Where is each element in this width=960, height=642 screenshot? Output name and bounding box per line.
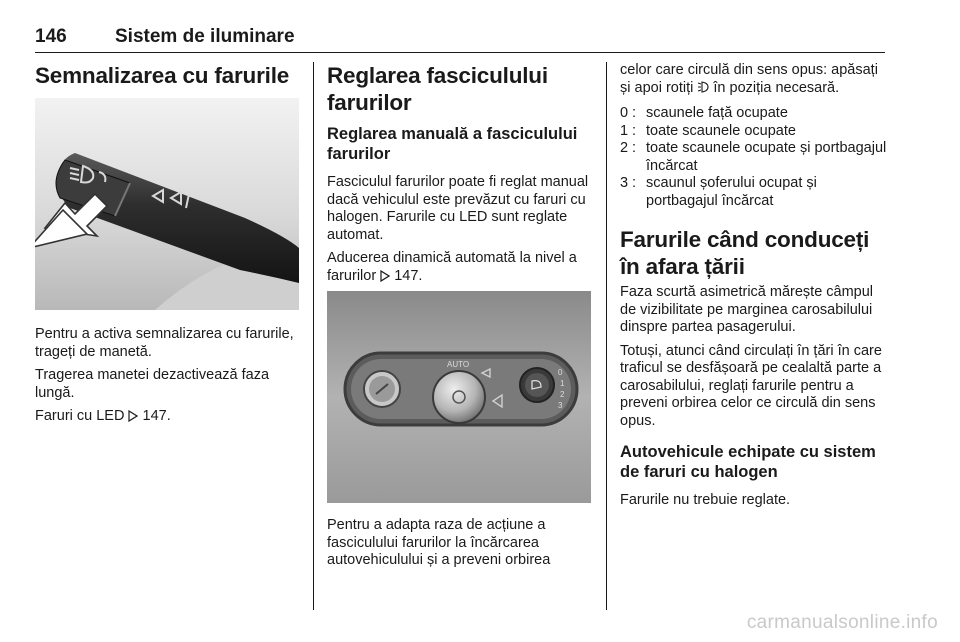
section-title-flash: Semnalizarea cu farurile [35, 63, 290, 88]
page-reference-icon [380, 270, 390, 282]
list-item: 1 : toate scaunele ocupate [620, 122, 796, 139]
column-divider-1 [313, 62, 314, 610]
headlight-range-icon [697, 80, 709, 94]
reference-page: 147. [394, 267, 423, 284]
svg-text:1: 1 [560, 379, 565, 388]
paragraph: Faza scurtă asimetrică mărește câmpul de vizibilitate pe marginea carosabilului dinspre partea pasagerului. [620, 284, 874, 335]
paragraph: Fasciculul farurilor poate fi reglat manual dacă vehiculul este prevăzut cu faruri cu halogen. Farurile cu LED sunt reglate automat. [327, 174, 589, 243]
paragraph: Farurile nu trebuie reglate. [620, 492, 791, 508]
page-reference-icon [128, 410, 138, 422]
cross-reference [35, 408, 300, 426]
column-1 [35, 62, 300, 426]
light-switch-panel [327, 291, 591, 503]
paragraph [620, 62, 888, 97]
paragraph: Pentru a activa semnalizarea cu farurile, trageți de manetă. [35, 326, 294, 360]
reference-text: Aducerea dinamică automată la nivel a farurilor [327, 250, 577, 284]
subsection-title: Autovehicule echipate cu sistem de faruri cu halogen [620, 443, 876, 481]
page-header [35, 22, 885, 53]
cross-reference [327, 250, 593, 285]
section-title-beam-adjust: Reglarea fasciculului farurilor [327, 63, 548, 115]
svg-text:2: 2 [560, 390, 565, 399]
auto-label: AUTO [447, 360, 470, 369]
paragraph: Totuși, atunci când circulați în țări în care traficul se desfășoară pe cealaltă parte a carosabilului, reglați farurile pentru a preveni orbirea celor ce circulă din sens opus. [620, 342, 882, 429]
reference-text: Faruri cu LED [35, 408, 125, 424]
svg-text:0: 0 [558, 368, 563, 377]
paragraph-part: celor care circulă din sens opus: apăsați și apoi rotiți [620, 62, 878, 96]
reference-page: 147. [142, 408, 171, 424]
section-title-abroad: Farurile când conduceți în afara țării [620, 227, 870, 279]
load-level-list [620, 105, 888, 210]
paragraph: Tragerea manetei dezactivează faza lungă. [35, 367, 270, 401]
figure-light-switch-panel [327, 291, 591, 503]
list-item: 3 : scaunul șoferului ocupat și portbagajul încărcat [620, 175, 817, 209]
figure-lever [35, 98, 299, 310]
chapter-title: Sistem de iluminare [115, 26, 295, 47]
subsection-title: Reglarea manuală a fasciculului farurilor [327, 125, 578, 163]
lever-illustration [35, 98, 299, 310]
svg-text:3: 3 [558, 401, 563, 410]
watermark: carmanualsonline.info [746, 612, 938, 633]
paragraph-part: în poziția necesară. [713, 79, 840, 96]
column-2 [327, 62, 593, 570]
column-divider-2 [606, 62, 607, 610]
paragraph: Pentru a adapta raza de acțiune a fasciculului farurilor la încărcarea autovehiculului și a preveni orbirea [327, 517, 551, 568]
page-number: 146 [35, 26, 67, 47]
list-item: 2 : toate scaunele ocupate și portbagajul încărcat [620, 140, 887, 174]
list-item: 0 : scaunele față ocupate [620, 105, 788, 121]
column-3 [620, 62, 888, 510]
